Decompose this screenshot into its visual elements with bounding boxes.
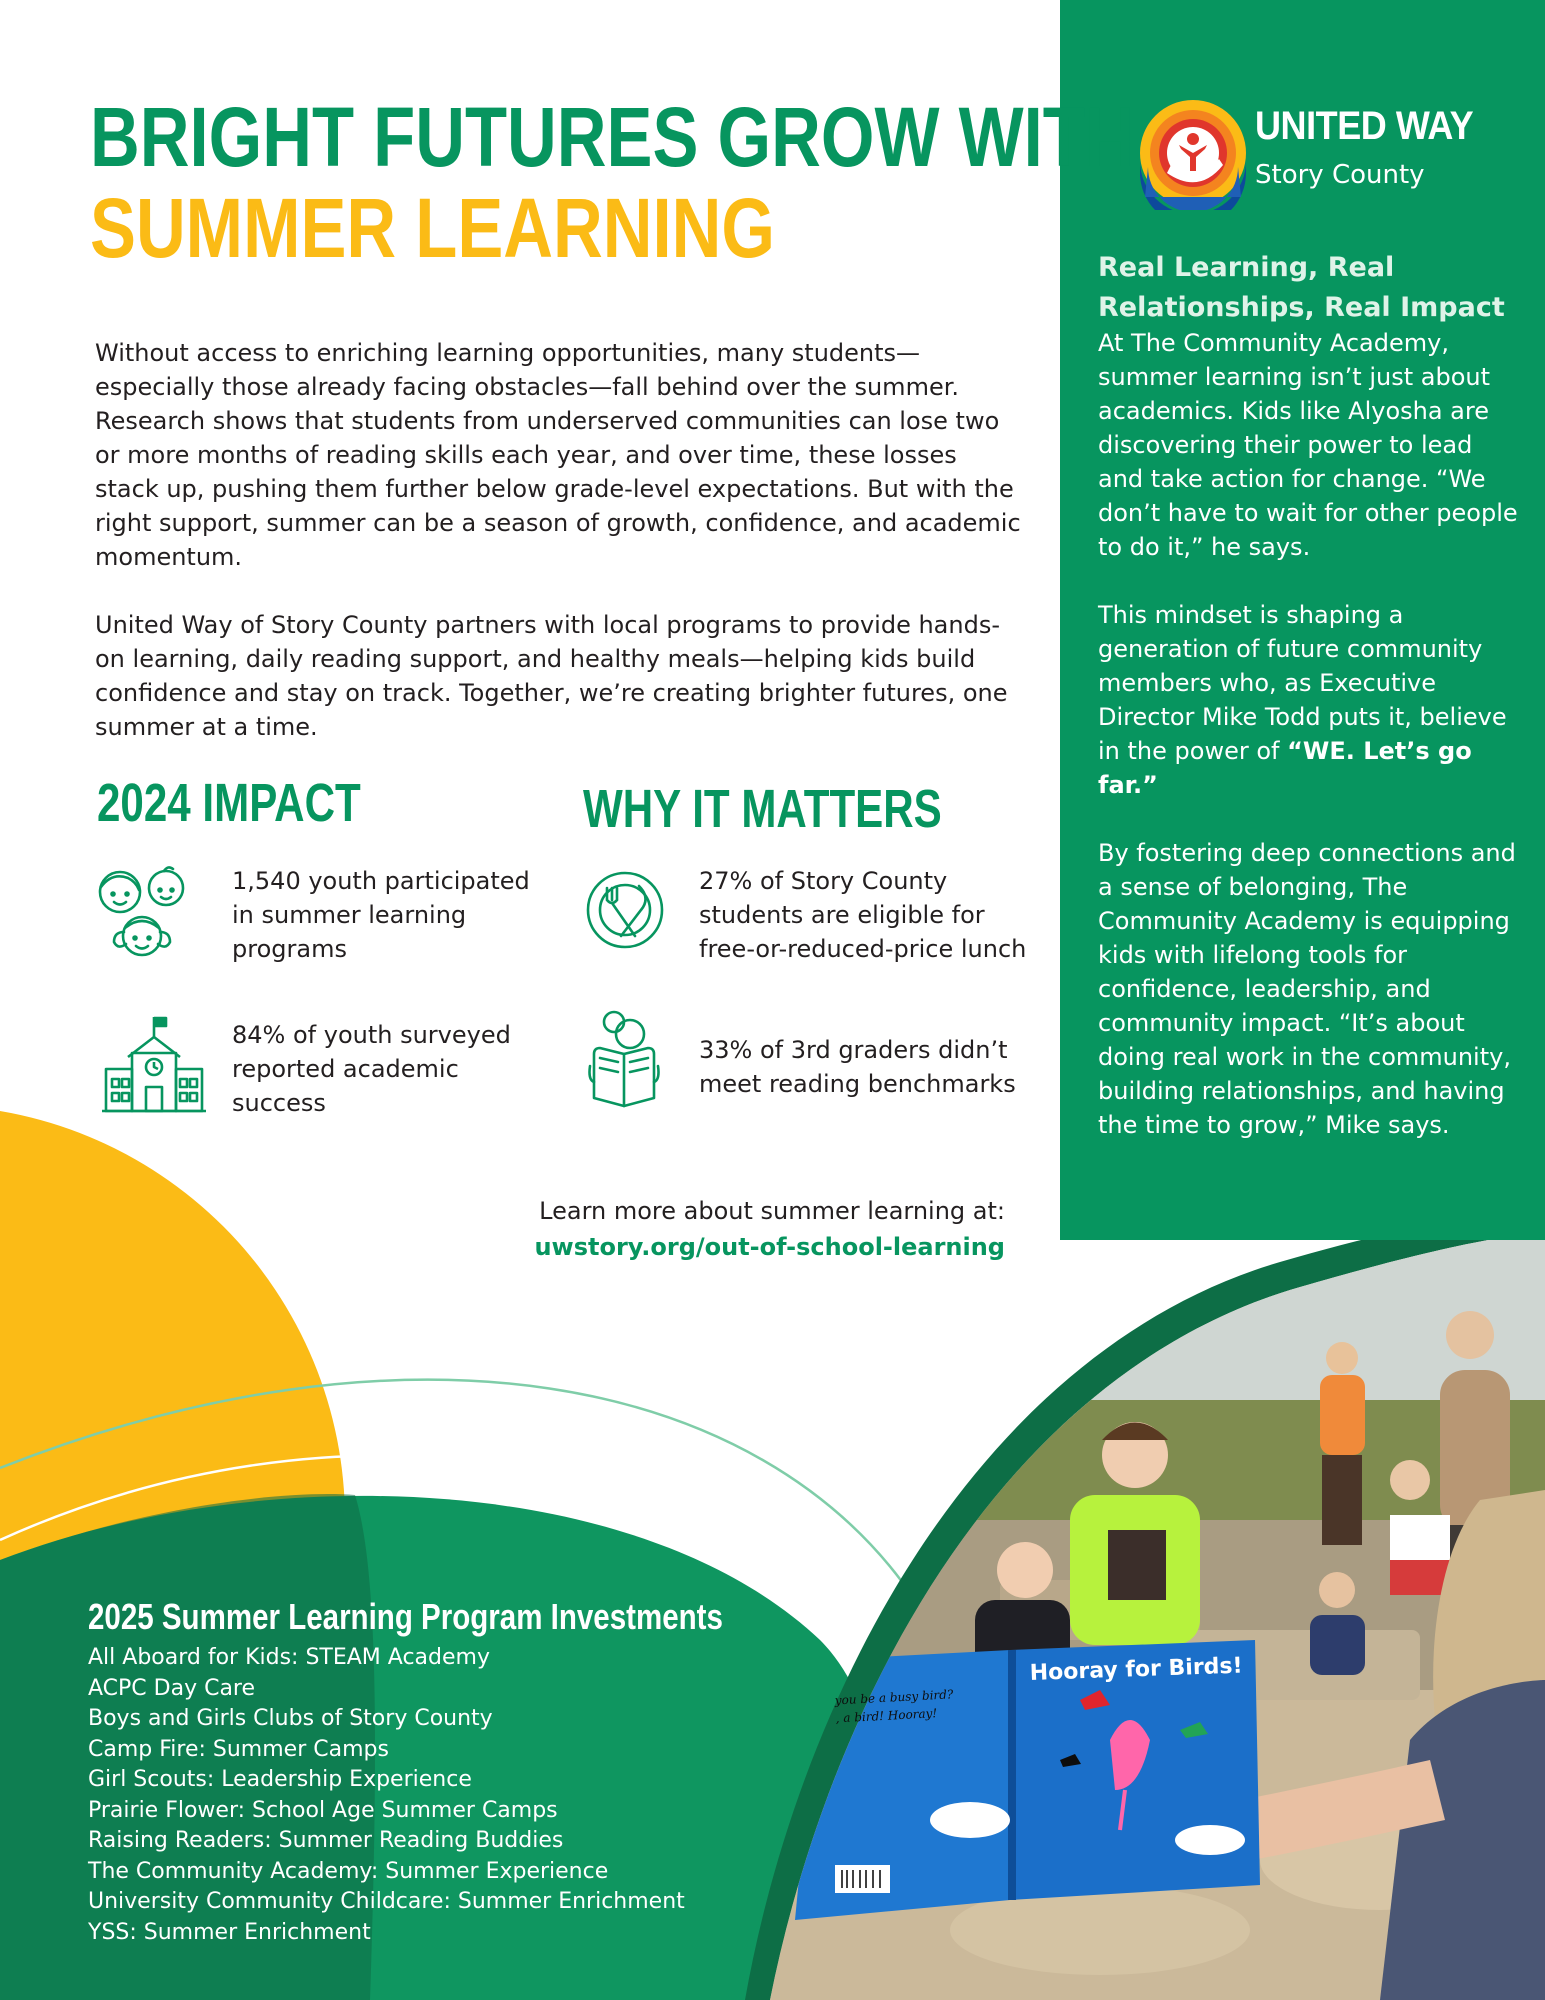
impact-heading: 2024 IMPACT [97,773,361,833]
list-item: All Aboard for Kids: STEAM Academy [88,1645,490,1670]
impact-stat-success: 84% of youth surveyed reported academic success [232,1021,511,1117]
child-reading-icon [588,1010,660,1110]
why-heading: WHY IT MATTERS [583,779,942,839]
list-item: The Community Academy: Summer Experience [88,1858,609,1884]
classroom-photo [700,1200,1545,2000]
sidebar-body [1098,326,1518,1176]
intro-paragraph-1: Without access to enriching learning opportunities, many students—especially those already facing obstacles—fall behind over the summer. Research shows that students from underserved communities can lose two or more months of reading skills each year, and over time, these losses stack up, pushing them further below grade-level expectations. But with the right support, summer can be a season of growth, confidence, and academic momentum. [95,339,1021,571]
list-item: Girl Scouts: Leadership Experience [88,1767,472,1792]
sidebar-paragraph-2 [1098,598,1518,802]
list-item: Raising Readers: Summer Reading Buddies [88,1828,564,1853]
logo-name: UNITED WAY [1255,104,1474,148]
list-item: ACPC Day Care [88,1675,256,1701]
sidebar-quote-bold: “WE. Let’s go far.” [1098,737,1472,799]
impact-stat-youth: 1,540 youth participated in summer learning programs [232,867,530,963]
sidebar-heading: Real Learning, Real Relationships, Real Impact [1098,252,1505,323]
intro-text [95,336,1025,778]
page-title-line-1: BRIGHT FUTURES GROW WITH [90,90,1135,184]
learn-more-label: Learn more about summer learning at: [539,1197,1005,1225]
logo-subtitle: Story County [1255,160,1425,190]
list-item: Boys and Girls Clubs of Story County [88,1706,493,1731]
sidebar-paragraph-3: By fostering deep connections and a sense of belonging, The Community Academy is equipping kids with lifelong tools for confidence, leadership, and community impact. “It’s about doing real work in the community, building relationships, and having the time to grow,” Mike says. [1098,839,1516,1139]
intro-paragraph-2: United Way of Story County partners with local programs to provide hands-on learning, daily reading support, and healthy meals—helping kids build confidence and stay on track. Together, we’re creating brighter futures, one summer at a time. [95,611,1008,741]
investments-title: 2025 Summer Learning Program Investments [88,1596,723,1637]
book-back-text: you be a busy bird? , a bird! Hooray! [834,1687,954,1726]
list-item: YSS: Summer Enrichment [88,1919,371,1945]
investments-list [88,1643,685,1948]
sidebar-paragraph-2-text: This mindset is shaping a generation of future community members who, as Executive Director Mike Todd puts it, believe in the power of [1098,601,1507,765]
school-building-icon [100,1015,208,1115]
list-item: Prairie Flower: School Age Summer Camps [88,1797,558,1823]
page-title-line-2: SUMMER LEARNING [90,181,775,275]
book-title-text: Hooray for Birds! [1029,1653,1243,1686]
list-item: University Community Childcare: Summer Enrichment [88,1889,685,1914]
list-item: Camp Fire: Summer Camps [88,1736,389,1762]
why-stat-reading: 33% of 3rd graders didn’t meet reading benchmarks [699,1036,1016,1098]
learn-more-link[interactable]: uwstory.org/out-of-school-learning [534,1233,1005,1261]
plate-utensils-icon [585,870,665,950]
children-faces-icon [92,862,190,962]
why-stat-lunch: 27% of Story County students are eligible for free-or-reduced-price lunch [699,867,1027,963]
sidebar-paragraph-1: At The Community Academy, summer learning isn’t just about academics. Kids like Alyosha are discovering their power to lead and take action for change. “We don’t have to wait for other people to do it,” he says. [1098,329,1518,561]
